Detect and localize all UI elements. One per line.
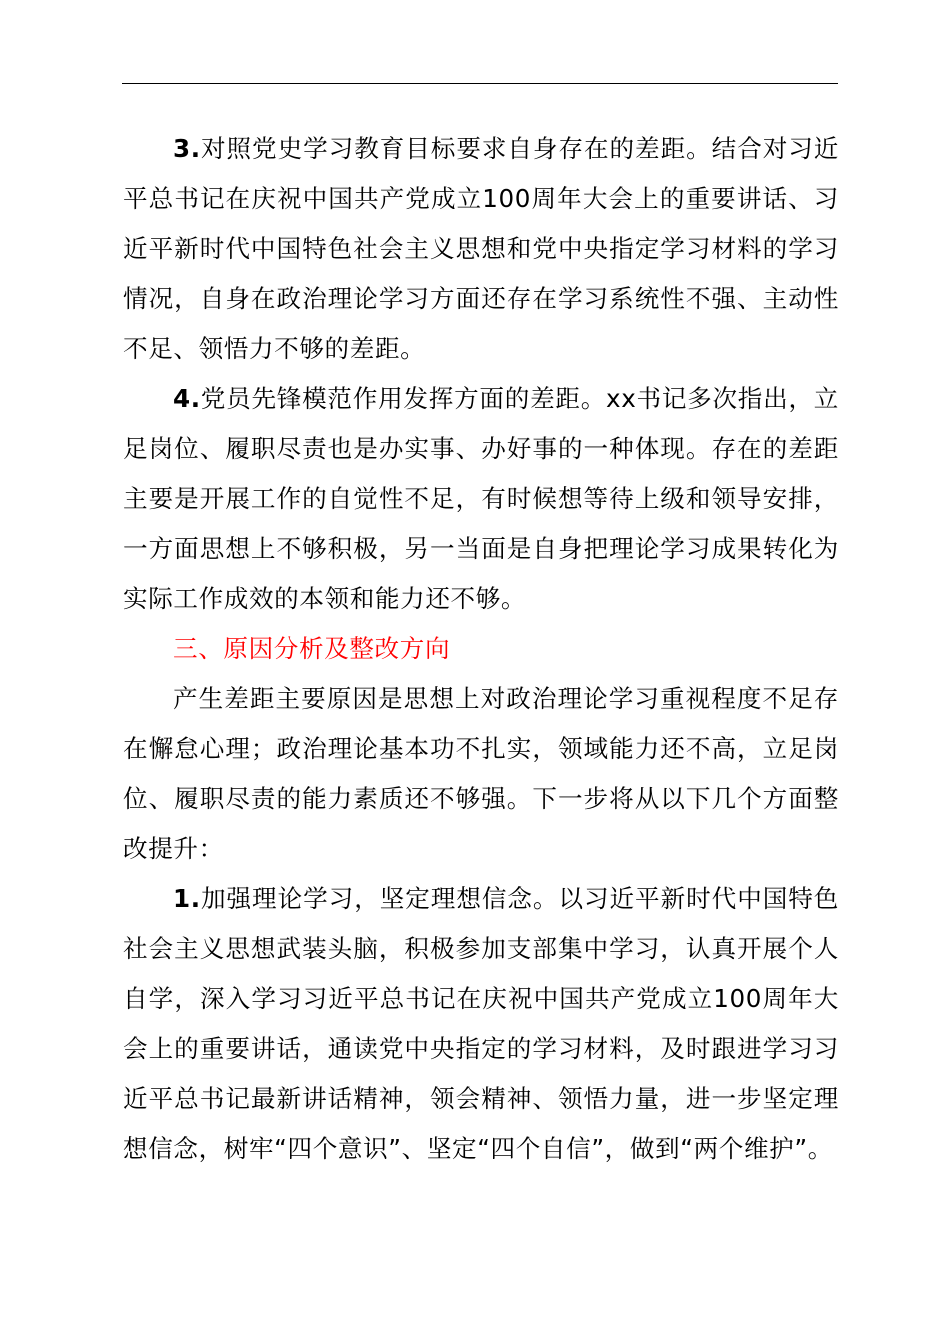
paragraph-text: 对照党史学习教育目标要求自身存在的差距。结合对习近平总书记在庆祝中国共产党成立100周年大会上的重要讲话、习近平新时代中国特色社会主义思想和党中央指定学习材料的学习情况，自身在政治理论学习方面还存在学习系统性不强、主动性不足、领悟力不够的差距。 xyxy=(123,134,839,363)
paragraph-measure-1 xyxy=(123,874,839,1174)
paragraph-number: 3. xyxy=(173,134,201,163)
paragraph-number: 4. xyxy=(173,384,201,413)
header-rule xyxy=(122,83,838,84)
paragraph-gap-3 xyxy=(123,124,839,374)
paragraph-number: 1. xyxy=(173,884,201,913)
paragraph-text: 党员先锋模范作用发挥方面的差距。xx书记多次指出，立足岗位、履职尽责也是办实事、办好事的一种体现。存在的差距主要是开展工作的自觉性不足，有时候想等待上级和领导安排，一方面思想上不够积极，另一当面是自身把理论学习成果转化为实际工作成效的本领和能力还不够。 xyxy=(123,384,839,613)
paragraph-gap-4 xyxy=(123,374,839,624)
section-heading: 三、原因分析及整改方向 xyxy=(173,634,451,663)
paragraph-text: 加强理论学习，坚定理想信念。以习近平新时代中国特色社会主义思想武装头脑，积极参加支部集中学习，认真开展个人自学，深入学习习近平总书记在庆祝中国共产党成立100周年大会上的重要讲话，通读党中央指定的学习材料，及时跟进学习习近平总书记最新讲话精神，领会精神、领悟力量，进一步坚定理想信念，树牢“四个意识”、坚定“四个自信”，做到“两个维护”。 xyxy=(123,884,839,1163)
paragraph-cause-analysis: 产生差距主要原因是思想上对政治理论学习重视程度不足存在懈怠心理；政治理论基本功不扎实，领域能力还不高，立足岗位、履职尽责的能力素质还不够强。下一步将从以下几个方面整改提升： xyxy=(123,684,839,863)
document-body xyxy=(123,124,839,1174)
